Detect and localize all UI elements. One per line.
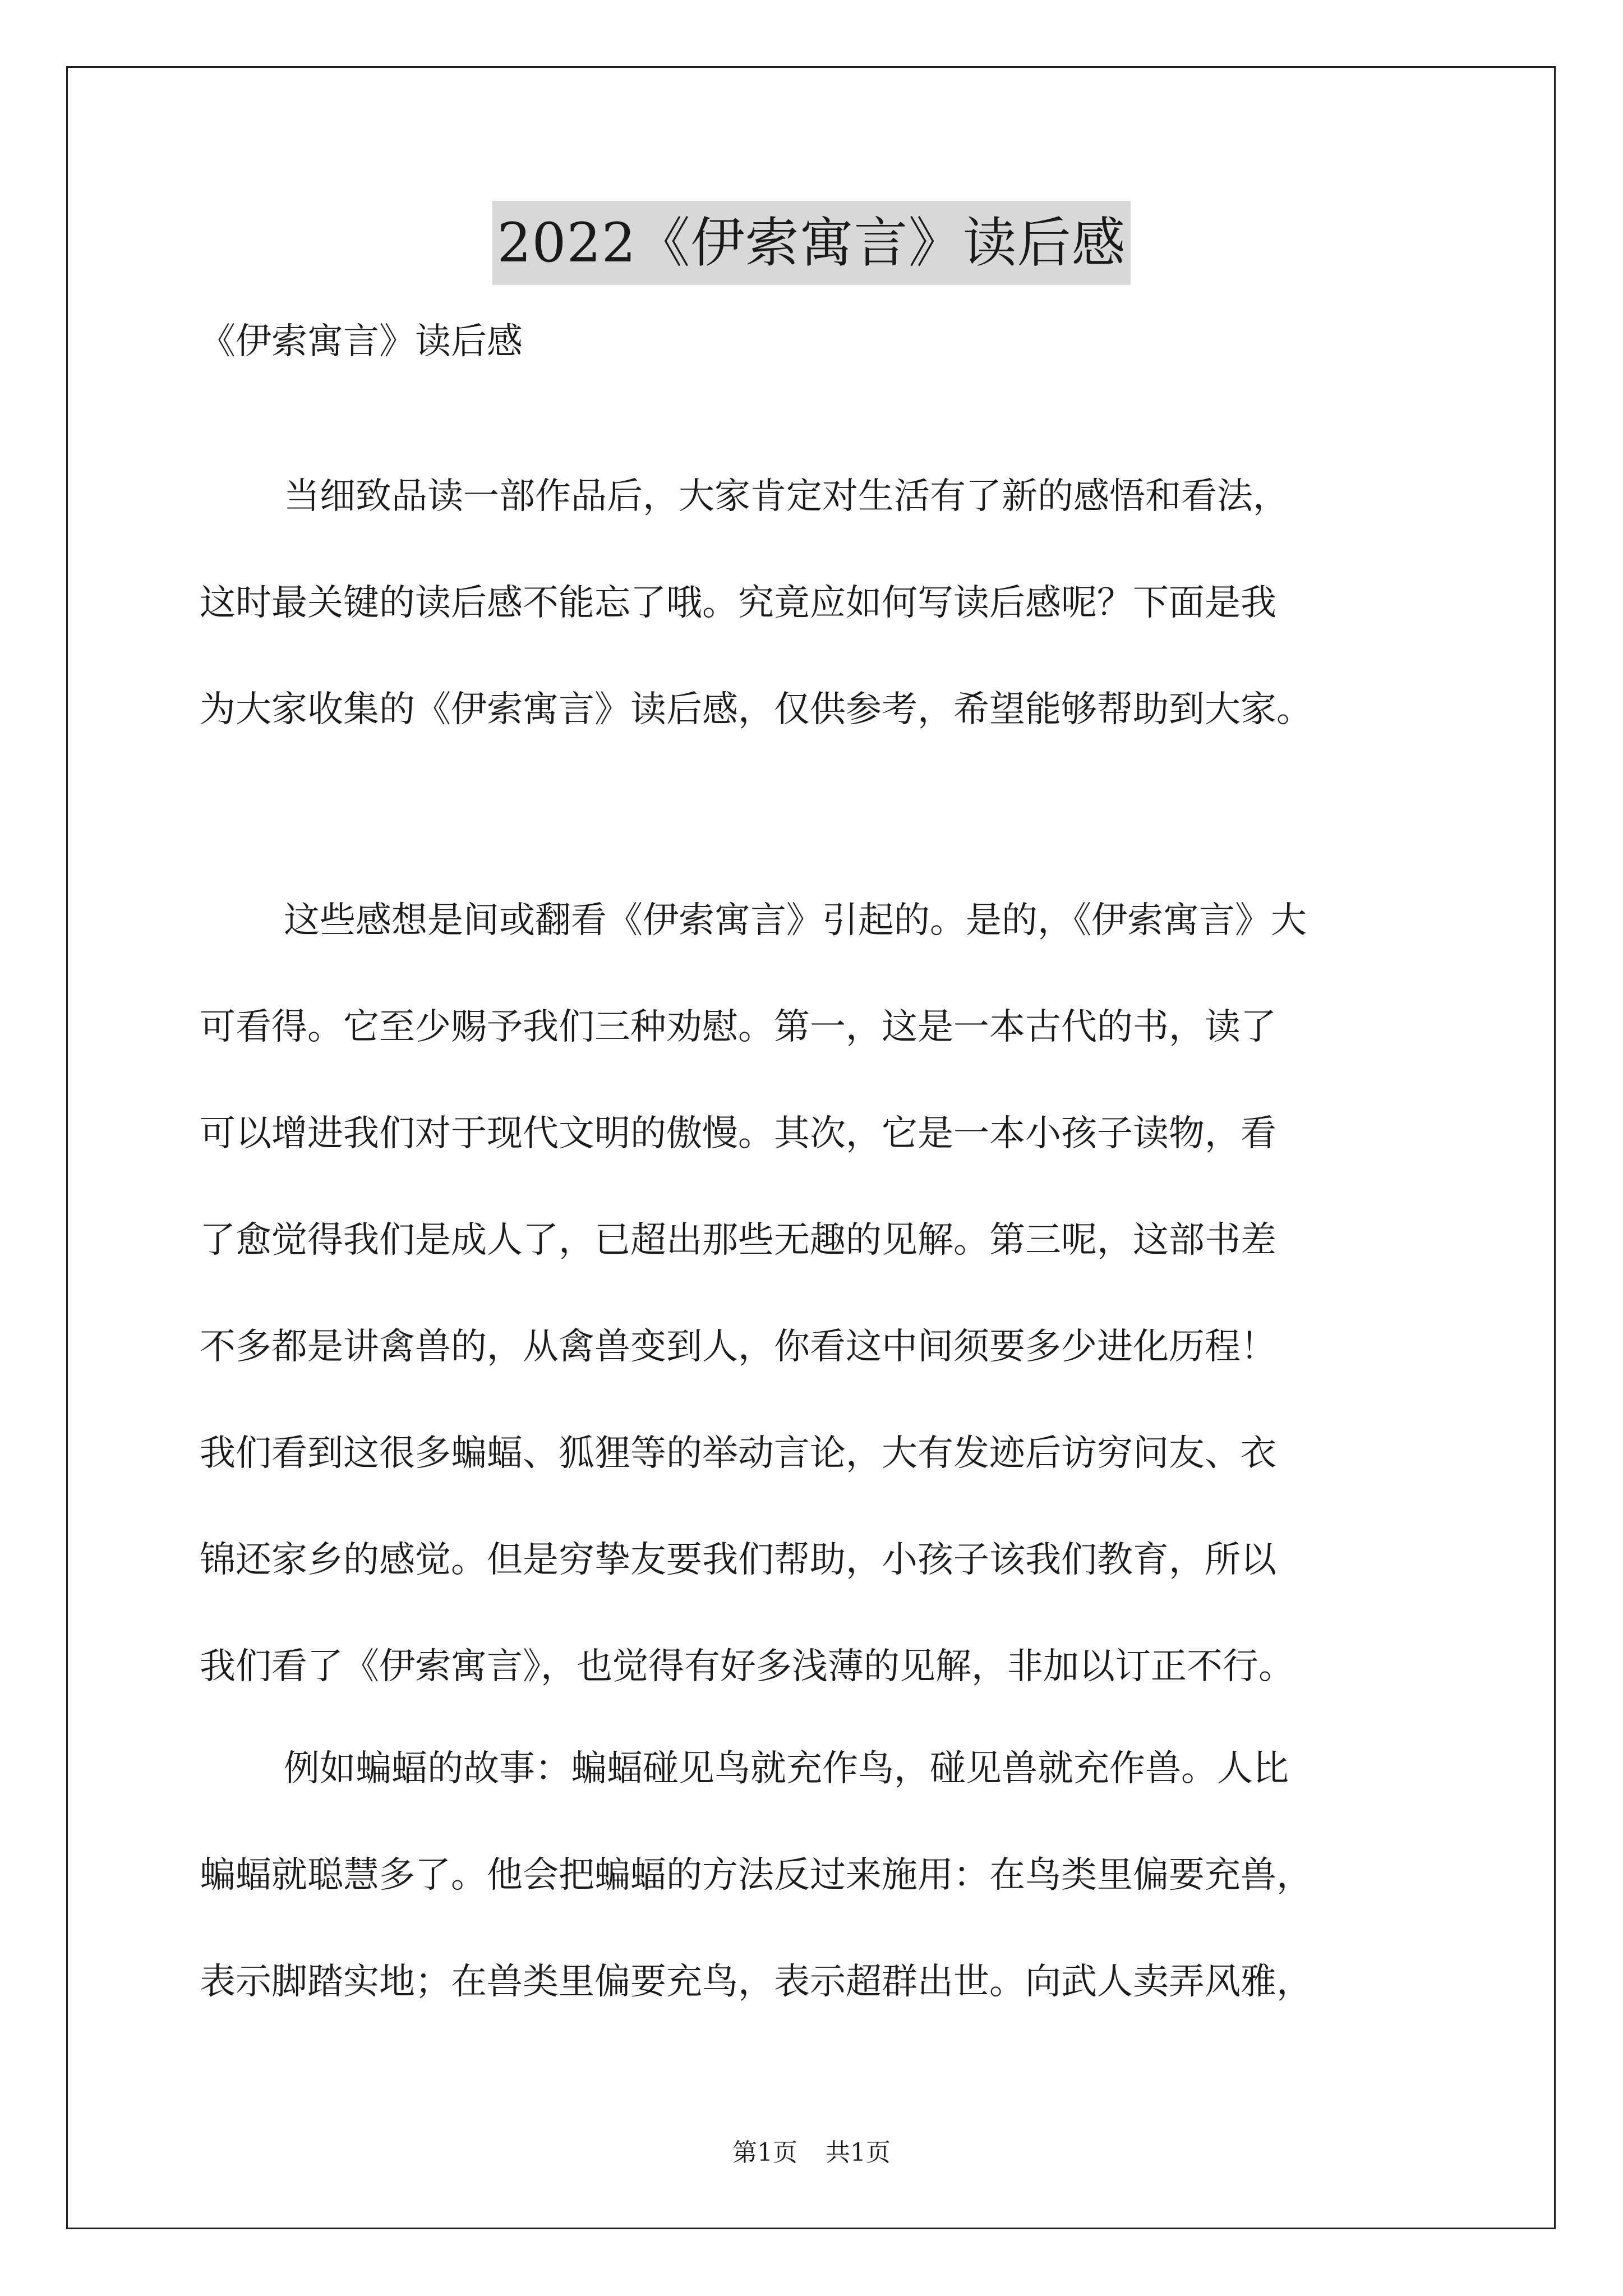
page-number: 第1页 xyxy=(732,2138,797,2167)
document-subtitle: 《伊索寓言》读后感 xyxy=(200,321,523,362)
paragraph-line: 我们看了《伊索寓言》，也觉得有好多浅薄的见解，非加以订正不行。 xyxy=(200,1646,1294,1687)
paragraph-line: 可看得。它至少赐予我们三种劝慰。第一，这是一本古代的书，读了 xyxy=(200,1006,1276,1048)
paragraph-2 xyxy=(200,867,1433,1720)
page-footer xyxy=(0,2136,1623,2170)
paragraph-line: 锦还家乡的感觉。但是穷挚友要我们帮助，小孩子该我们教育，所以 xyxy=(200,1539,1276,1581)
paragraph-line: 可以增进我们对于现代文明的傲慢。其次，它是一本小孩子读物，看 xyxy=(200,1113,1276,1154)
page-total: 共1页 xyxy=(826,2138,891,2167)
paragraph-line: 我们看到这很多蝙蝠、狐狸等的举动言论，大有发迹后访穷问友、衣 xyxy=(200,1433,1276,1474)
paragraph-line: 表示脚踏实地；在兽类里偏要充鸟，表示超群出世。向武人卖弄风雅， xyxy=(200,1961,1312,2003)
paragraph-line: 为大家收集的《伊索寓言》读后感，仅供参考，希望能够帮助到大家。 xyxy=(200,689,1312,730)
paragraph-line: 蝙蝠就聪慧多了。他会把蝙蝠的方法反过来施用：在鸟类里偏要充兽， xyxy=(200,1855,1312,1896)
paragraph-line: 这些感想是间或翻看《伊索寓言》引起的。是的，《伊索寓言》大 xyxy=(284,900,1307,941)
paragraph-1 xyxy=(200,443,1433,763)
paragraph-line: 了愈觉得我们是成人了，已超出那些无趣的见解。第三呢，这部书差 xyxy=(200,1220,1276,1261)
paragraph-line: 不多都是讲禽兽的，从禽兽变到人，你看这中间须要多少进化历程！ xyxy=(200,1326,1276,1368)
paragraph-line: 例如蝙蝠的故事：蝙蝠碰见鸟就充作鸟，碰见兽就充作兽。人比 xyxy=(284,1748,1289,1789)
document-title: 2022《伊索寓言》读后感 xyxy=(492,201,1130,285)
paragraph-line: 这时最关键的读后感不能忘了哦。究竟应如何写读后感呢？下面是我 xyxy=(200,582,1276,624)
title-wrap xyxy=(0,201,1623,285)
paragraph-3 xyxy=(200,1715,1433,2035)
paragraph-line: 当细致品读一部作品后，大家肯定对生活有了新的感悟和看法， xyxy=(284,476,1289,517)
